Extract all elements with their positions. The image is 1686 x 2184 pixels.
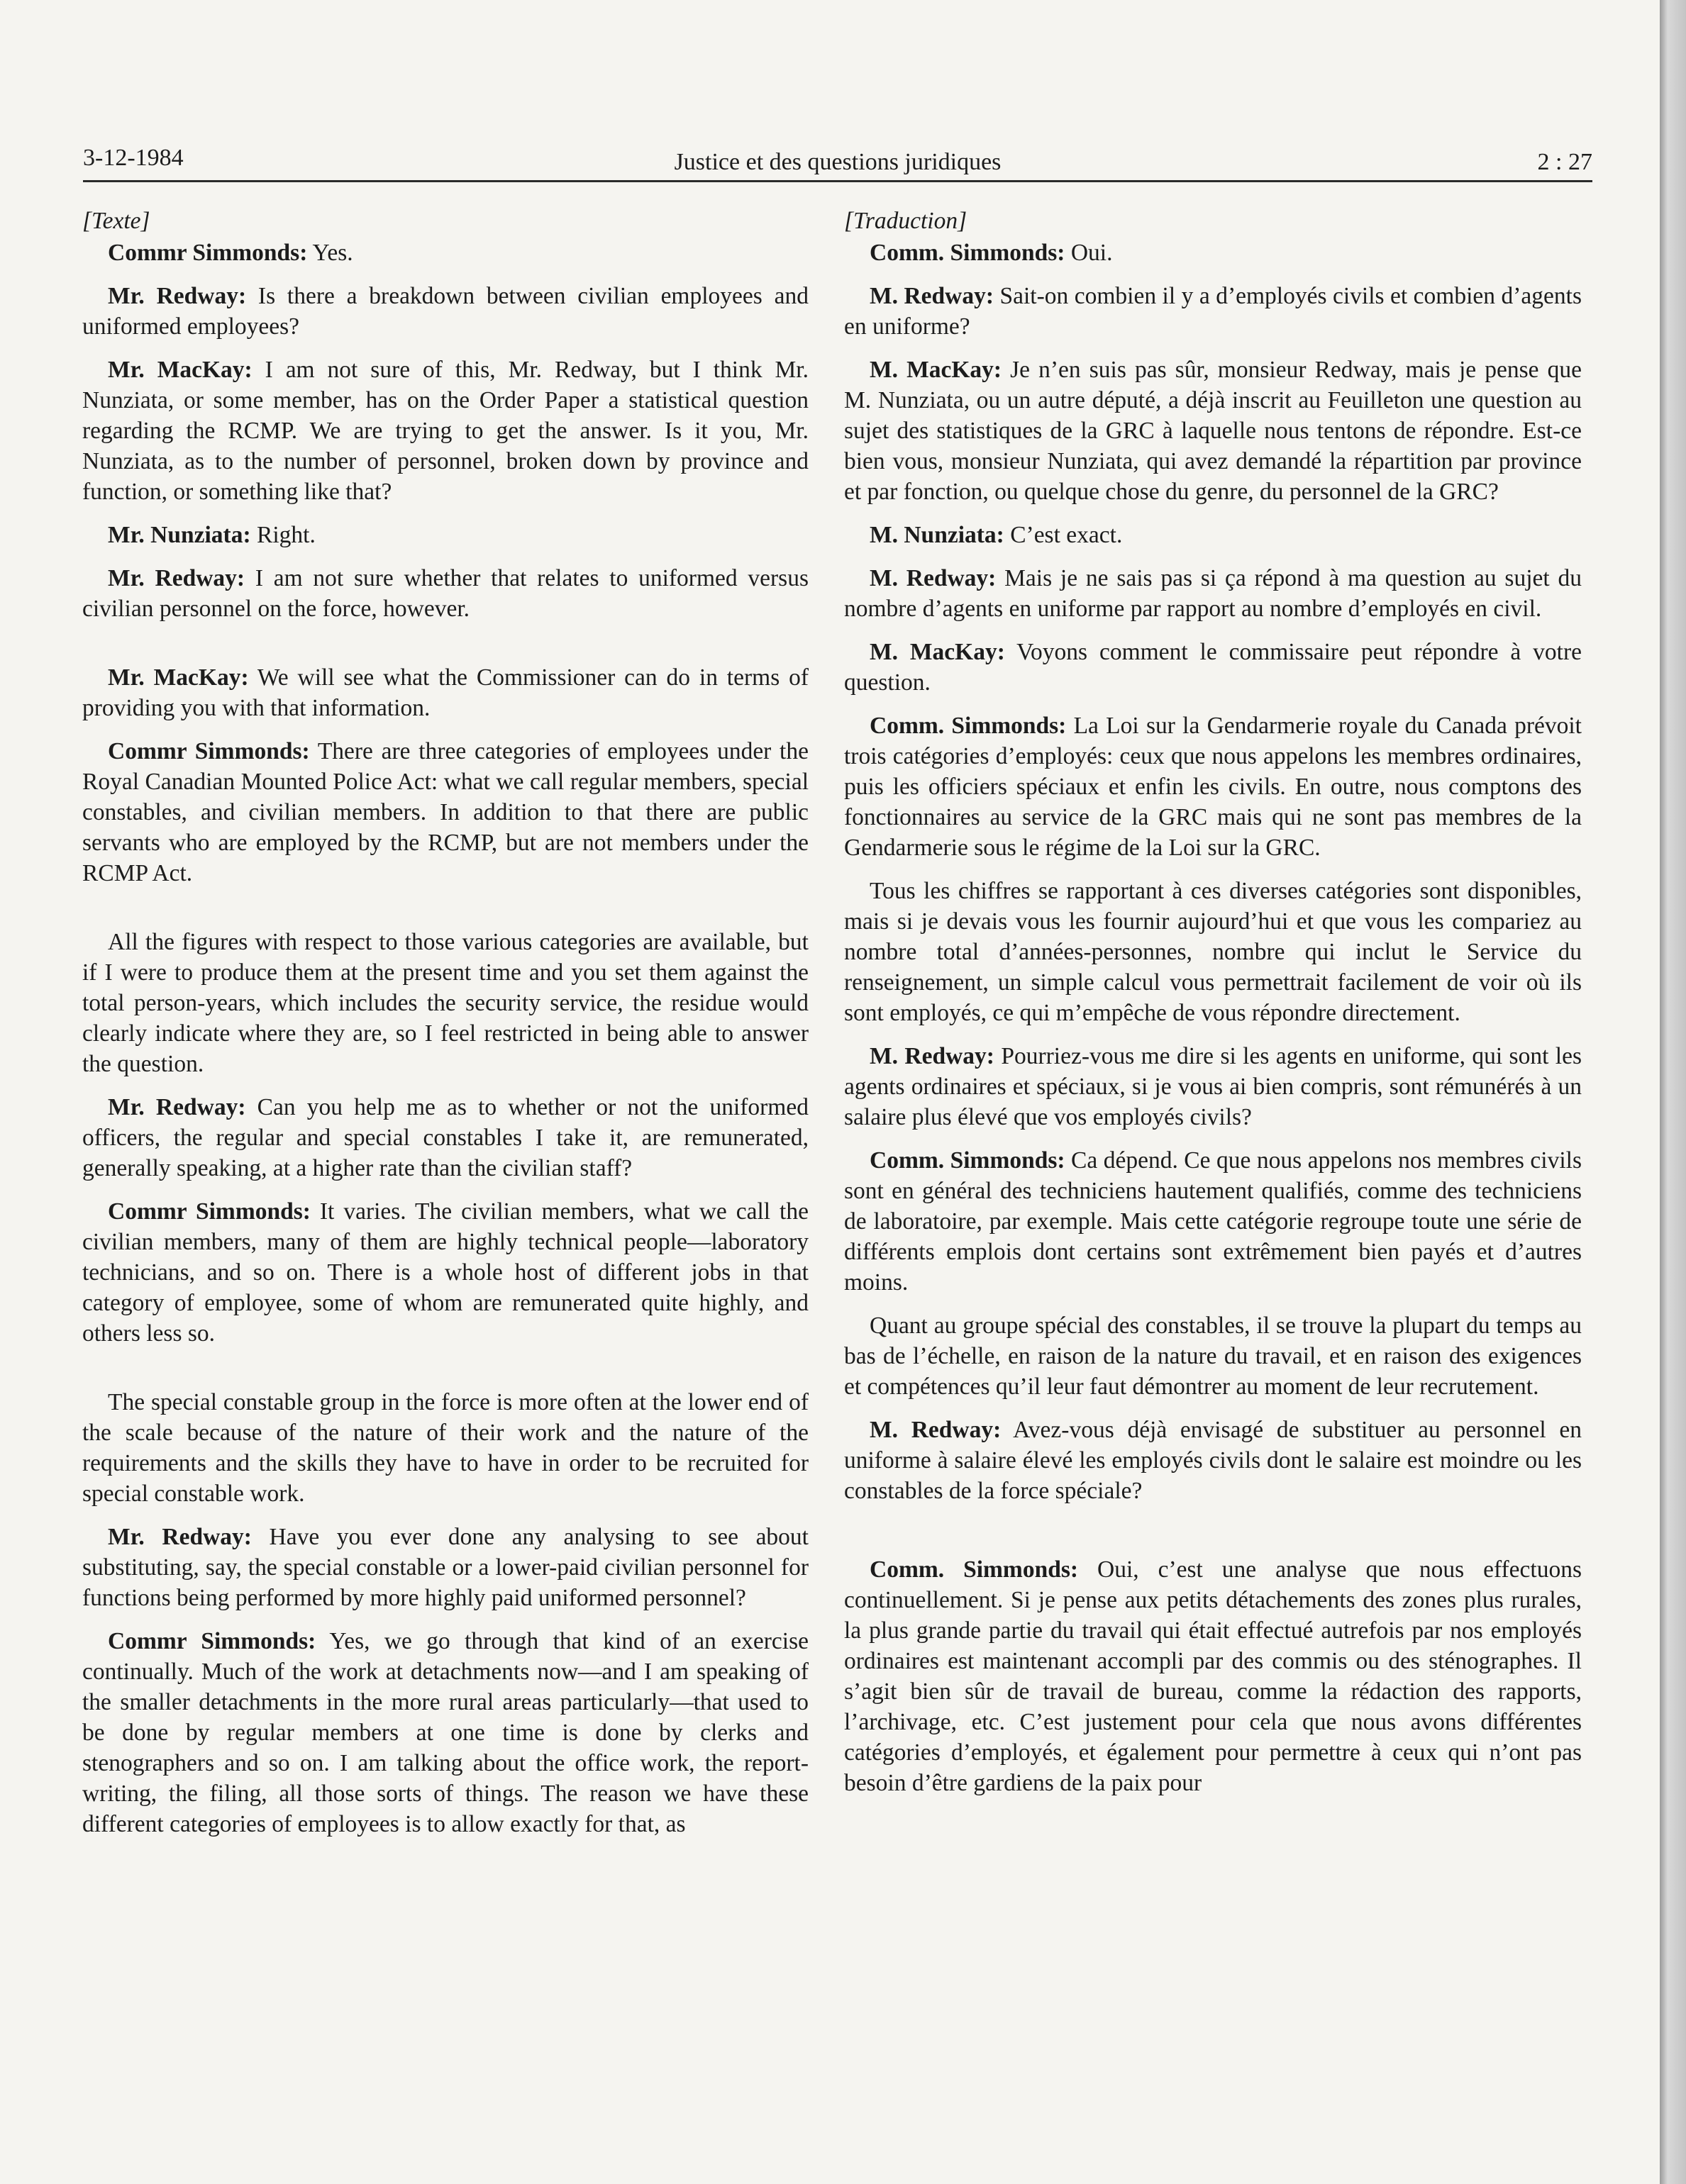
header-page-number: 2 : 27 <box>1537 149 1592 175</box>
paragraph <box>82 662 809 723</box>
paragraph <box>844 563 1582 624</box>
speaker: Mr. Redway: <box>108 1524 252 1550</box>
speech: C’est exact. <box>1004 522 1123 548</box>
speech: There are three categories of employees under the Royal Canadian Mounted Police Act: what we call regular members, special constables, and civilian members. In addition to that there are public servants who are employed by the RCMP, but are not members under the RCMP Act. <box>82 738 809 886</box>
paragraph <box>82 1626 809 1839</box>
speaker: M. MacKay: <box>870 639 1005 665</box>
speech: Have you ever done any analysing to see about substituting, say, the special constable or a lower-paid civilian personnel for functions being performed by more highly paid uniformed personnel? <box>82 1524 809 1611</box>
speech: Right. <box>250 522 316 548</box>
speech: All the figures with respect to those various categories are available, but if I were to produce them at the present time and you set them against the total person-years, which includes the security service, the residue would clearly indicate where they are, so I feel restricted in being able to answer the question. <box>82 929 809 1077</box>
speaker: Mr. Redway: <box>108 1094 246 1120</box>
speech: Avez-vous déjà envisagé de substituer au personnel en uniforme à salaire élevé les employés civils dont le salaire est moindre ou les constables de la force spéciale? <box>844 1417 1582 1504</box>
paragraph <box>82 1387 809 1509</box>
paragraph <box>82 736 809 888</box>
speaker: Comm. Simmonds: <box>870 240 1065 266</box>
paragraph <box>844 1310 1582 1402</box>
speaker: M. Redway: <box>870 1043 994 1069</box>
english-column <box>82 206 809 1852</box>
paragraph <box>82 281 809 342</box>
paragraph <box>844 637 1582 698</box>
speech: La Loi sur la Gendarmerie royale du Canada prévoit trois catégories d’employés: ceux que nous appelons les membres ordinaires, puis les officiers spéciaux et enfin les civils. En outre, nous comptons des fonctionnaires au service de la GRC mais qui ne sont pas membres de la Gendarmerie sous le régime de la Loi sur la GRC. <box>844 713 1582 861</box>
paragraph <box>844 355 1582 507</box>
speaker: Comm. Simmonds: <box>870 1147 1065 1174</box>
speech: We will see what the Commissioner can do in terms of providing you with that information. <box>82 664 809 721</box>
column-tag: [Texte] <box>82 208 150 234</box>
paragraph <box>82 520 809 550</box>
speech: Yes, we go through that kind of an exercise continually. Much of the work at detachments now—and I am speaking of the smaller detachments in the more rural areas particularly—that used to be done by regular members at one time is done by clerks and stenographers and so on. I am talking about the office work, the report-writing, the filing, all those sorts of things. The reason we have these different categories of employees is to allow exactly for that, as <box>82 1628 809 1837</box>
speech: Can you help me as to whether or not the uniformed officers, the regular and special constables I take it, are remunerated, generally speaking, at a higher rate than the civilian staff? <box>82 1094 809 1181</box>
book-spine-edge <box>1660 0 1686 2184</box>
speech: I am not sure whether that relates to uniformed versus civilian personnel on the force, however. <box>82 565 809 622</box>
speaker: Mr. Redway: <box>108 283 247 309</box>
speaker: M. Redway: <box>870 565 997 591</box>
speech: Oui, c’est une analyse que nous effectuons continuellement. Si je pense aux petits détachements des zones plus rurales, la plus grande partie du travail qui était effectué autrefois par nos employés ordinaires est maintenant accompli par des commis ou des sténographes. Il s’agit bien sûr de travail de bureau, comme la rédaction des rapports, l’archivage, etc. C’est justement pour cela que nous avons différentes catégories d’employés, et également pour permettre à ceux qui n’ont pas besoin d’être gardiens de la paix pour <box>844 1556 1582 1796</box>
paragraph <box>82 563 809 624</box>
speaker: Mr. MacKay: <box>108 357 253 383</box>
paragraph <box>844 238 1582 268</box>
speaker: Comm. Simmonds: <box>870 713 1067 739</box>
paragraph <box>844 1554 1582 1798</box>
speaker: Commr Simmonds: <box>108 1628 316 1654</box>
speaker: M. MacKay: <box>870 357 1002 383</box>
speech: Ca dépend. Ce que nous appelons nos membres civils sont en général des techniciens hautement qualifiés, comme des techniciens de laboratoire, par exemple. Mais cette catégorie regroupe toute une série de différents emplois dont certains sont extrêmement bien payés et d’autres moins. <box>844 1147 1582 1296</box>
speech: Mais je ne sais pas si ça répond à ma question au sujet du nombre d’agents en uniforme par rapport au nombre d’employés en civil. <box>844 565 1582 622</box>
paragraph <box>844 520 1582 550</box>
header-date: 3-12-1984 <box>83 145 184 171</box>
header-title: Justice et des questions juridiques <box>674 149 1002 175</box>
column-tag: [Traduction] <box>844 208 967 234</box>
speech: Oui. <box>1065 240 1113 266</box>
paragraph <box>844 1145 1582 1298</box>
paragraph <box>844 281 1582 342</box>
speech: Yes. <box>307 240 353 266</box>
speech: It varies. The civilian members, what we call the civilian members, many of them are highly technical people—laboratory technicians, and so on. There is a whole host of different jobs in that category of employee, some of whom are remunerated quite highly, and others less so. <box>82 1198 809 1347</box>
speech: Voyons comment le commissaire peut répondre à votre question. <box>844 639 1582 696</box>
header-rule <box>83 180 1592 182</box>
speech: Sait-on combien il y a d’employés civils et combien d’agents en uniforme? <box>844 283 1582 340</box>
paragraph <box>844 876 1582 1028</box>
paragraph <box>844 1041 1582 1132</box>
speaker: M. Nunziata: <box>870 522 1004 548</box>
paragraph <box>82 927 809 1079</box>
paragraph <box>82 1522 809 1613</box>
paragraph <box>82 1196 809 1349</box>
speech: Tous les chiffres se rapportant à ces diverses catégories sont disponibles, mais si je devais vous les fournir aujourd’hui et que vous les compariez au nombre total d’années-personnes, nombre qui inclut le Service du renseignement, un simple calcul vous permettrait facilement de voir où ils sont employés, ce qui m’empêche de vous répondre directement. <box>844 878 1582 1026</box>
paragraph <box>82 355 809 507</box>
speaker: Mr. MacKay: <box>108 664 249 691</box>
running-header <box>83 139 1592 177</box>
speech: I am not sure of this, Mr. Redway, but I think Mr. Nunziata, or some member, has on the Order Paper a statistical question regarding the RCMP. We are trying to get the answer. Is it you, Mr. Nunziata, as to the number of personnel, broken down by province and function, or something like that? <box>82 357 809 505</box>
paragraph <box>82 238 809 268</box>
paragraph <box>844 1415 1582 1506</box>
speech: Pourriez-vous me dire si les agents en uniforme, qui sont les agents ordinaires et spéciaux, si je vous ai bien compris, sont rémunérés à un salaire plus élevé que vos employés civils? <box>844 1043 1582 1130</box>
paragraph <box>844 711 1582 863</box>
speaker: Mr. Redway: <box>108 565 245 591</box>
speech: Quant au groupe spécial des constables, il se trouve la plupart du temps au bas de l’échelle, en raison de la nature du travail, et en raison des exigences et compétences qu’il leur faut démontrer au moment de leur recrutement. <box>844 1313 1582 1400</box>
speech: Is there a breakdown between civilian employees and uniformed employees? <box>82 283 809 340</box>
speaker: M. Redway: <box>870 1417 1002 1443</box>
speaker: Commr Simmonds: <box>108 738 310 764</box>
speaker: Mr. Nunziata: <box>108 522 251 548</box>
french-column <box>844 206 1582 1811</box>
speech: The special constable group in the force is more often at the lower end of the scale because of the nature of their work and the nature of the requirements and the skills they have to have in order to be recruited for special constable work. <box>82 1389 809 1507</box>
paragraph <box>82 1092 809 1183</box>
speaker: M. Redway: <box>870 283 994 309</box>
speech: Je n’en suis pas sûr, monsieur Redway, mais je pense que M. Nunziata, ou un autre député, a déjà inscrit au Feuilleton une question au sujet des statistiques de la GRC à laquelle nous tentons de répondre. Est-ce bien vous, monsieur Nunziata, qui avez demandé la répartition par province et par fonction, ou quelque chose du genre, du personnel de la GRC? <box>844 357 1582 505</box>
speaker: Commr Simmonds: <box>108 1198 311 1225</box>
speaker: Comm. Simmonds: <box>870 1556 1079 1583</box>
speaker: Commr Simmonds: <box>108 240 308 266</box>
